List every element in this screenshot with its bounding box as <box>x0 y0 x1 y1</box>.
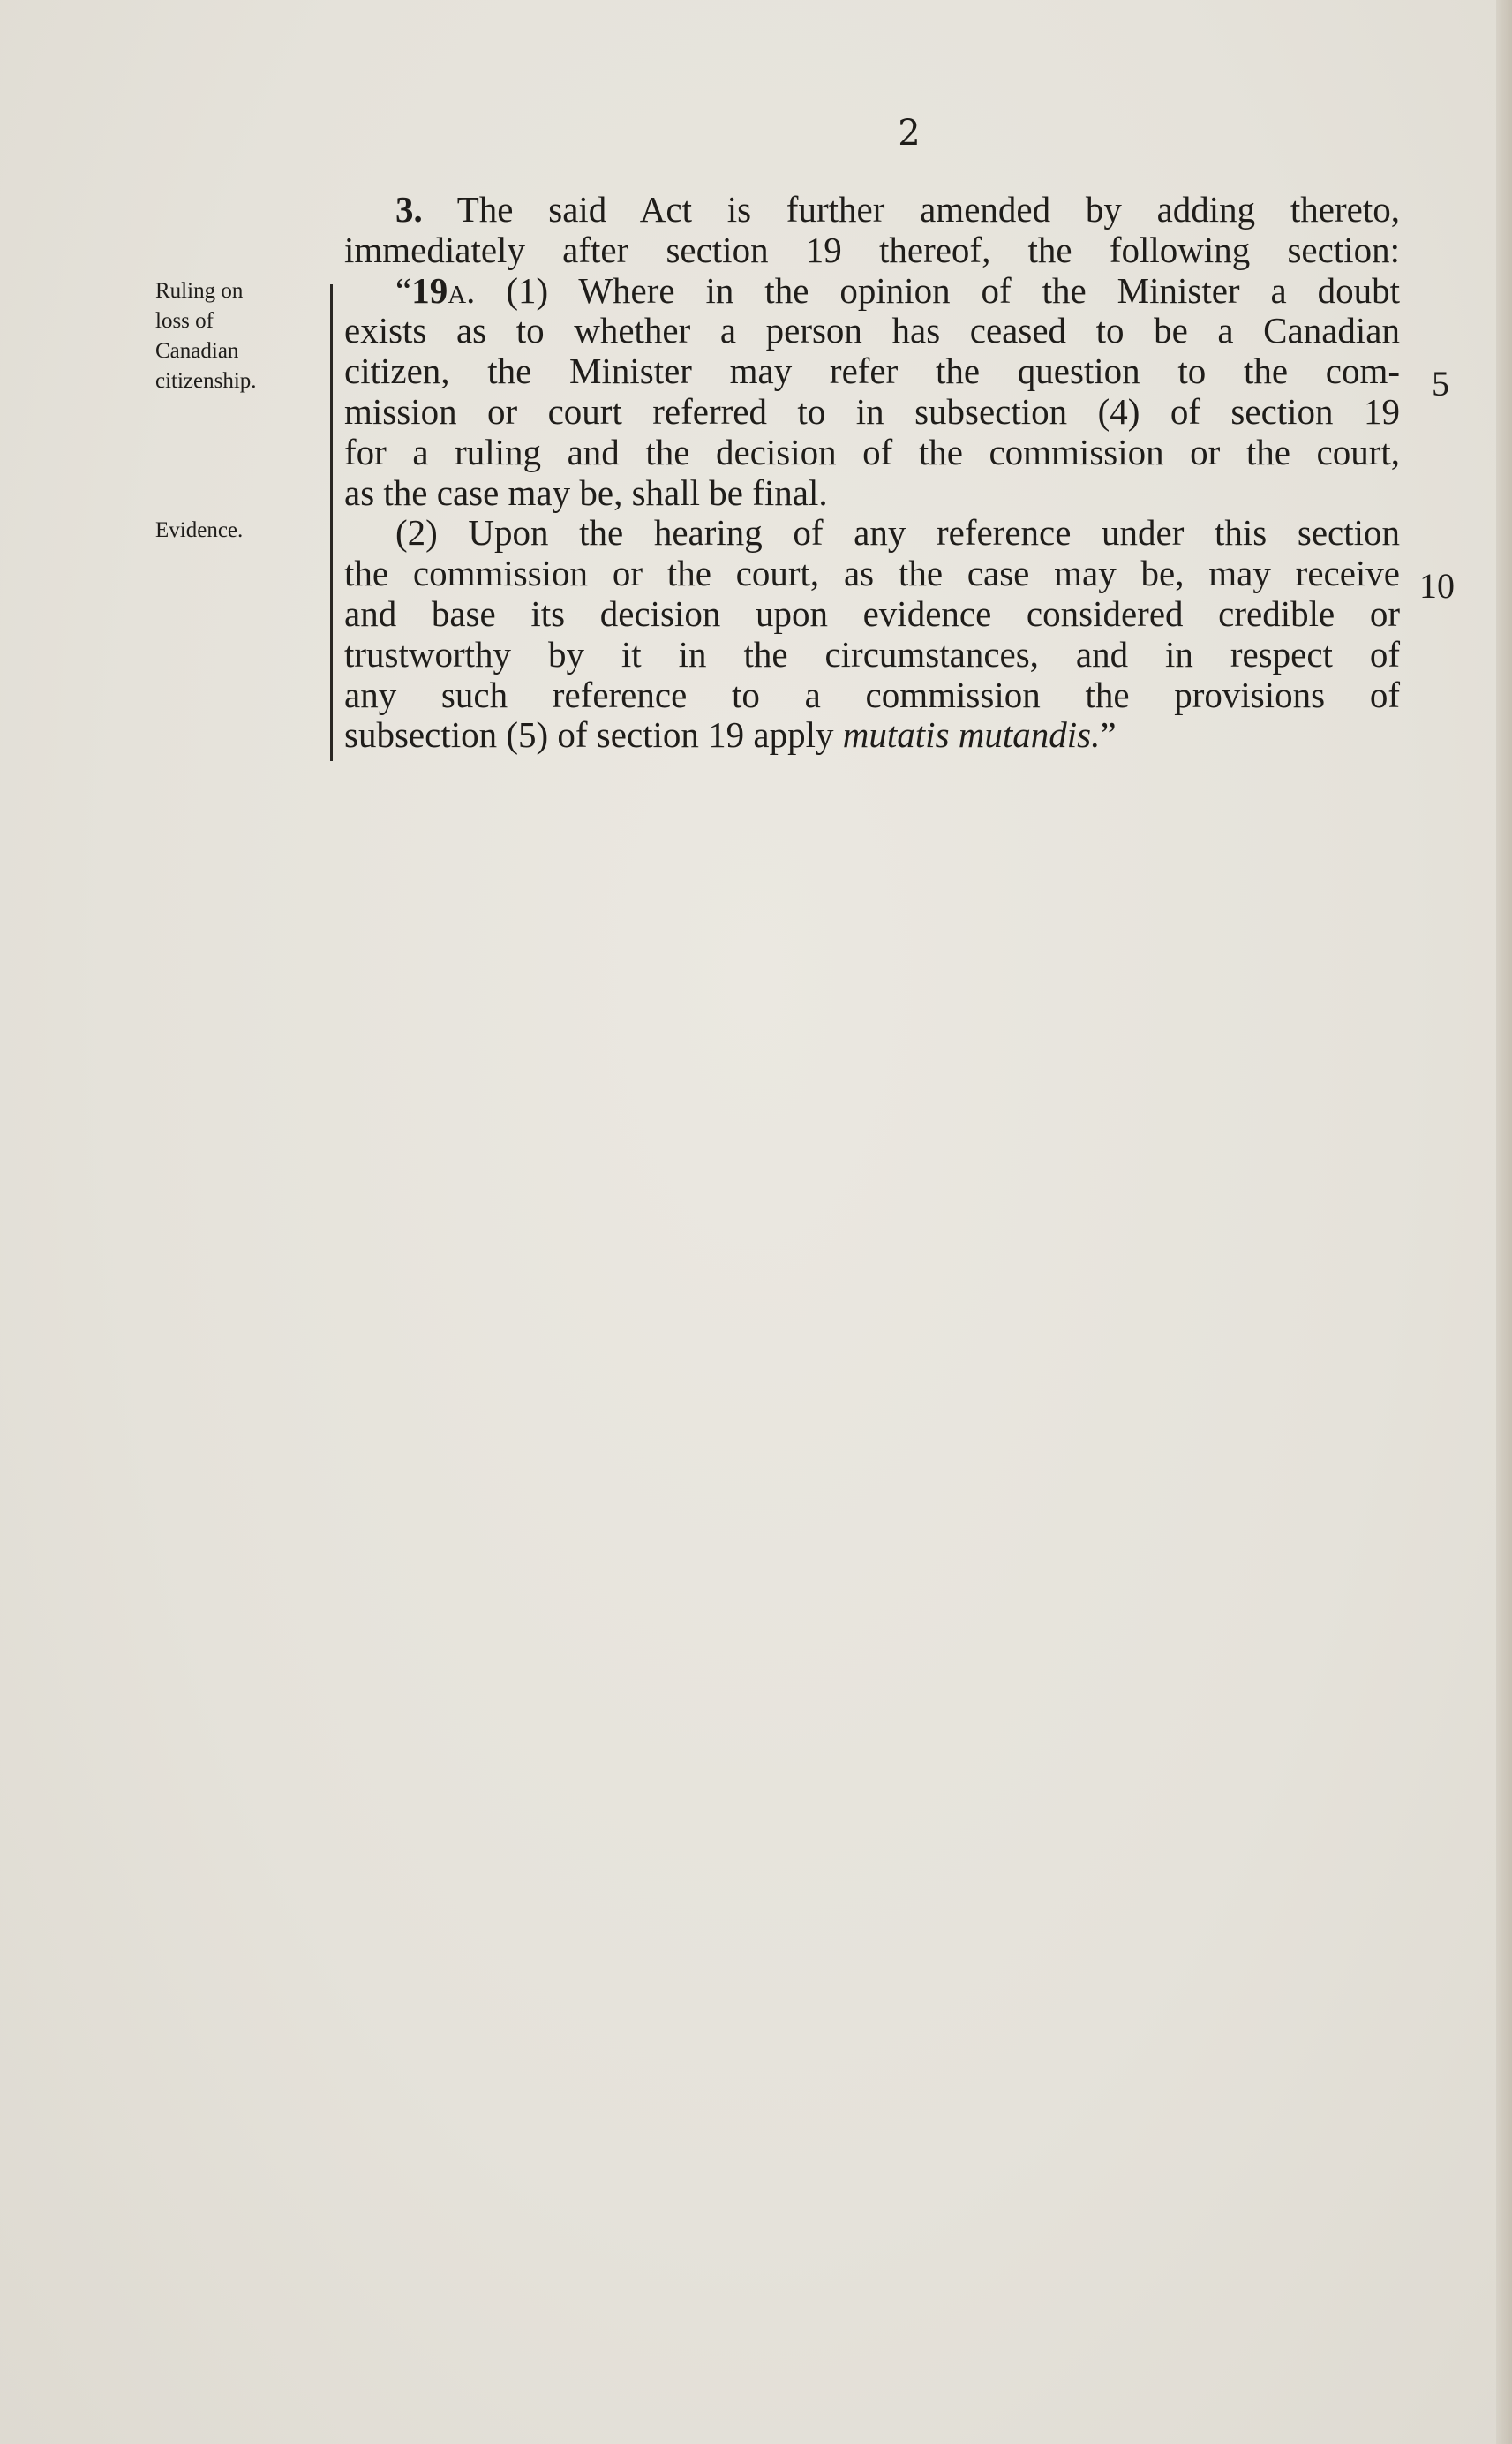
text-line: exists as to whether a person has ceased to be a Canadian <box>344 310 1400 351</box>
text-line: “19a. (1) Where in the opinion of the Minister a doubt <box>395 269 1400 311</box>
text-line: mission or court referred to in subsection (4) of section 19 <box>344 390 1400 432</box>
margin-rule <box>330 284 333 761</box>
page-number: 2 <box>898 113 921 154</box>
margin-note-evidence <box>155 516 243 546</box>
margin-note-ruling <box>155 276 257 396</box>
margin-note-line: Evidence. <box>155 518 244 542</box>
text-line: as the case may be, shall be final. <box>344 471 828 513</box>
text-line: and base its decision upon evidence considered credible or <box>344 592 1400 634</box>
text-line: (2) Upon the hearing of any reference under this section <box>395 512 1400 554</box>
line-number: 10 <box>1419 566 1455 606</box>
page-edge <box>1496 0 1512 2444</box>
line-number: 5 <box>1432 364 1449 404</box>
text-line: any such reference to a commission the provisions of <box>344 674 1400 715</box>
text-line: citizen, the Minister may refer the question to the com- <box>344 351 1400 392</box>
margin-note-line: loss of <box>155 309 214 333</box>
section-text <box>344 190 1400 756</box>
margin-note-line: citizenship. <box>155 369 257 393</box>
text-line: for a ruling and the decision of the commission or the court, <box>344 431 1400 472</box>
section-number: 19 <box>411 269 448 311</box>
margin-note-line: Canadian <box>155 339 239 363</box>
text-line: 3. The said Act is further amended by adding thereto, <box>395 189 1400 230</box>
section-number: 3. <box>395 189 423 230</box>
text-line: trustworthy by it in the circumstances, and in respect of <box>344 633 1400 675</box>
text-line: the commission or the court, as the case may be, may receive <box>344 553 1400 594</box>
margin-note-line: Ruling on <box>155 279 244 303</box>
text-line: immediately after section 19 thereof, the following section: <box>344 229 1400 270</box>
text-line: subsection (5) of section 19 apply mutatis mutandis.” <box>344 714 1117 756</box>
